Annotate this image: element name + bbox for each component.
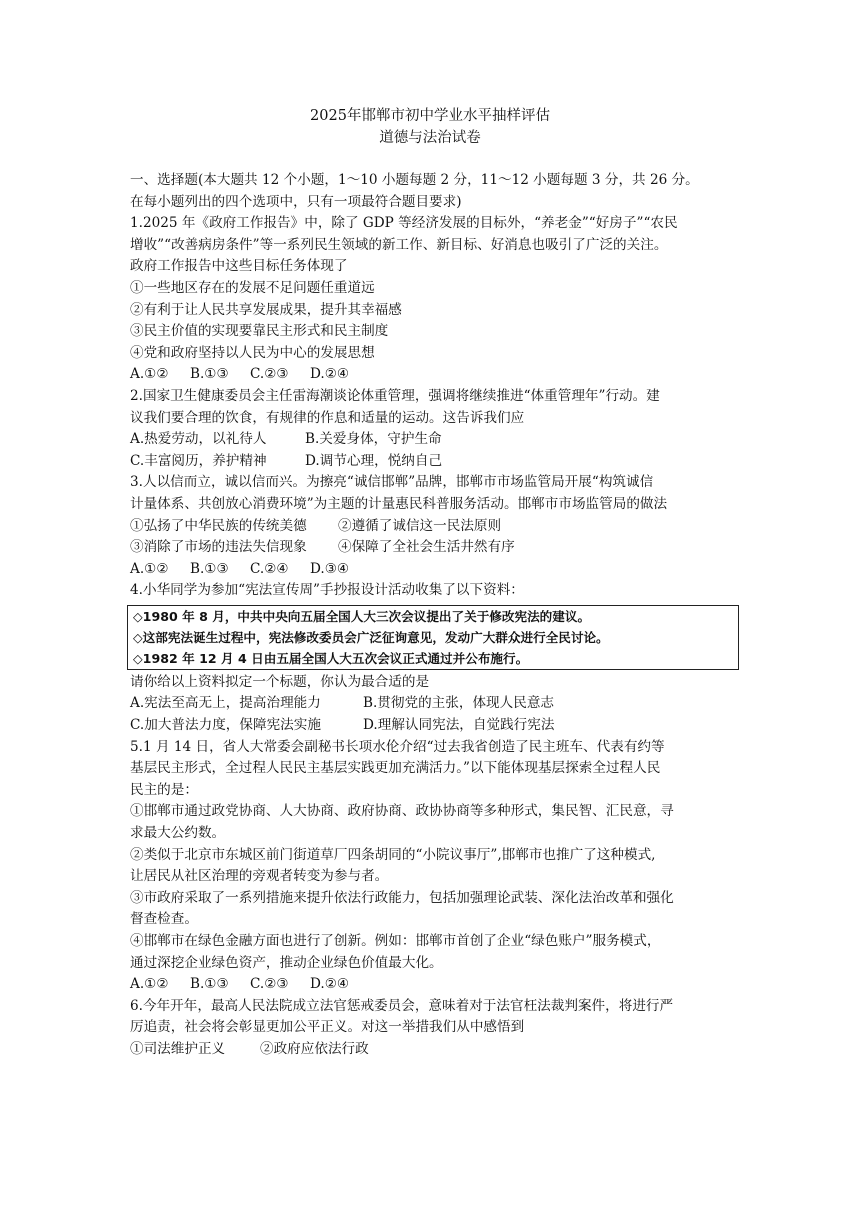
q3-statements-row1 (130, 516, 740, 538)
q3-option-c[interactable]: C.②④ (250, 560, 289, 577)
q3-statement-2: ②遵循了诚信这一民法原则 (338, 517, 502, 534)
q4-option-b[interactable]: B.贯彻党的主张，体现人民意志 (363, 695, 555, 712)
q3-statement-1: ①弘扬了中华民族的传统美德 (130, 517, 307, 534)
q2-option-c[interactable]: C.丰富阅历，养护精神 (130, 452, 267, 469)
q5-stem-cont: 基层民主形式，全过程人民民主基层实践更加充满活力。”以下能体现基层探索全过程人民 (130, 760, 661, 777)
q3-statements-row2 (130, 537, 740, 559)
q2-option-b[interactable]: B.关爱身体，守护生命 (305, 431, 442, 448)
q2-stem: 2.国家卫生健康委员会主任雷海潮谈论体重管理，强调将继续推进“体重管理年”行动。建 (130, 387, 660, 404)
q5-stem: 5.1 月 14 日，省人大常委会副秘书长项水伦介绍“过去我省创造了民主班车、代表有约等 (130, 738, 665, 755)
q5-statement-1: ①邯郸市通过政党协商、人大协商、政府协商、政协协商等多种形式，集民智、汇民意，寻 (130, 803, 674, 820)
q1-options (130, 364, 740, 386)
q1-option-a[interactable]: A.①② (130, 366, 169, 383)
q1-option-d[interactable]: D.②④ (310, 366, 350, 383)
q3-statement-3: ③消除了市场的违法失信现象 (130, 539, 307, 556)
q3-option-d[interactable]: D.③④ (310, 560, 350, 577)
q1-statement-4: ④党和政府坚持以人民为中心的发展思想 (130, 344, 375, 361)
q5-option-b[interactable]: B.①③ (190, 976, 229, 993)
q5-stem-cont: 民主的是： (130, 781, 198, 798)
q5-statement-2-cont: 让居民从社区治理的旁观者转变为参与者。 (130, 868, 389, 885)
q4-options-row1 (130, 693, 740, 715)
q1-statement-2: ②有利于让人民共享发展成果，提升其幸福感 (130, 301, 402, 318)
q5-options (130, 974, 740, 996)
q4-material-1: ◇1980 年 8 月，中共中央向五届全国人大三次会议提出了关于修改宪法的建议。 (133, 608, 591, 624)
q4-material-3: ◇1982 年 12 月 4 日由五届全国人大五次会议正式通过并公布施行。 (133, 650, 529, 666)
q2-option-d[interactable]: D.调节心理，悦纳自己 (305, 452, 443, 469)
q6-stem-cont: 厉追责，社会将会彰显更加公平正义。对这一举措我们从中感悟到 (130, 1019, 525, 1036)
q6-statements-row1 (130, 1039, 740, 1061)
q4-option-d[interactable]: D.理解认同宪法，自觉践行宪法 (363, 717, 555, 734)
q1-statement-3: ③民主价值的实现要靠民主形式和民主制度 (130, 323, 389, 340)
exam-title: 2025年邯郸市初中学业水平抽样评估 (310, 108, 550, 124)
q3-options (130, 559, 740, 581)
q5-option-a[interactable]: A.①② (130, 976, 169, 993)
q1-stem-cont: 政府工作报告中这些目标任务体现了 (130, 258, 348, 275)
q4-stem: 4.小华同学为参加“宪法宣传周”手抄报设计活动收集了以下资料： (130, 582, 524, 599)
q5-statement-3-cont: 督查检查。 (130, 911, 198, 928)
q5-statement-4-cont: 通过深挖企业绿色资产，推动企业绿色价值最大化。 (130, 954, 443, 971)
section-heading-cont: 在每小题列出的四个选项中，只有一项最符合题目要求) (130, 193, 462, 210)
q3-option-a[interactable]: A.①② (130, 560, 169, 577)
q6-stem: 6.今年开年，最高人民法院成立法官惩戒委员会，意味着对于法官枉法裁判案件，将进行严 (130, 997, 674, 1014)
q4-options-row2 (130, 715, 740, 737)
q2-options-row1 (130, 429, 740, 451)
q1-statement-1: ①一些地区存在的发展不足问题任重道远 (130, 279, 375, 296)
q3-stem: 3.人以信而立，诚以信而兴。为擦亮“诚信邯郸”品牌，邯郸市市场监管局开展“构筑诚信 (130, 474, 654, 491)
q3-option-b[interactable]: B.①③ (190, 560, 229, 577)
q2-options-row2 (130, 451, 740, 473)
q5-statement-4: ④邯郸市在绿色金融方面也进行了创新。例如：邯郸市首创了企业“绿色账户”服务模式， (130, 933, 661, 949)
q5-option-d[interactable]: D.②④ (310, 976, 350, 993)
q3-stem-cont: 计量体系、共创放心消费环境”为主题的计量惠民科普服务活动。邯郸市市场监管局的做法 (130, 495, 668, 512)
exam-subject: 道德与法治试卷 (379, 130, 481, 146)
q4-question: 请你给以上资料拟定一个标题，你认为最合适的是 (130, 673, 430, 690)
q4-material-2: ◇这部宪法诞生过程中，宪法修改委员会广泛征询意见，发动广大群众进行全民讨论。 (133, 629, 609, 645)
q1-stem: 1.2025 年《政府工作报告》中，除了 GDP 等经济发展的目标外，“养老金”“好房子”“农民 (130, 215, 678, 232)
q5-statement-3: ③市政府采取了一系列措施来提升依法行政能力，包括加强理论武装、深化法治改革和强化 (130, 889, 674, 906)
q5-statement-1-cont: 求最大公约数。 (130, 825, 226, 842)
section-heading: 一、选择题(本大题共 12 个小题，1～10 小题每题 2 分，11～12 小题每题 3 分，共 26 分。 (130, 172, 699, 188)
q5-statement-2: ②类似于北京市东城区前门街道草厂四条胡同的“小院议事厅”,邯郸市也推广了这种模式, (130, 846, 656, 863)
q6-statement-1: ①司法维护正义 (130, 1040, 226, 1057)
q3-statement-4: ④保障了全社会生活井然有序 (338, 539, 515, 556)
q1-option-c[interactable]: C.②③ (250, 366, 289, 383)
q1-stem-cont: 增收”“改善病房条件”等一系列民生领域的新工作、新目标、好消息也吸引了广泛的关注。 (130, 236, 668, 253)
q6-statement-2: ②政府应依法行政 (260, 1040, 369, 1057)
q4-option-a[interactable]: A.宪法至高无上，提高治理能力 (130, 695, 321, 712)
exam-content (130, 170, 740, 1061)
q4-material-box (127, 605, 739, 670)
q4-option-c[interactable]: C.加大普法力度，保障宪法实施 (130, 717, 321, 734)
q2-stem-cont: 议我们要合理的饮食，有规律的作息和适量的运动。这告诉我们应 (130, 409, 525, 426)
q5-option-c[interactable]: C.②③ (250, 976, 289, 993)
q2-option-a[interactable]: A.热爱劳动，以礼待人 (130, 431, 267, 448)
q1-option-b[interactable]: B.①③ (190, 366, 229, 383)
